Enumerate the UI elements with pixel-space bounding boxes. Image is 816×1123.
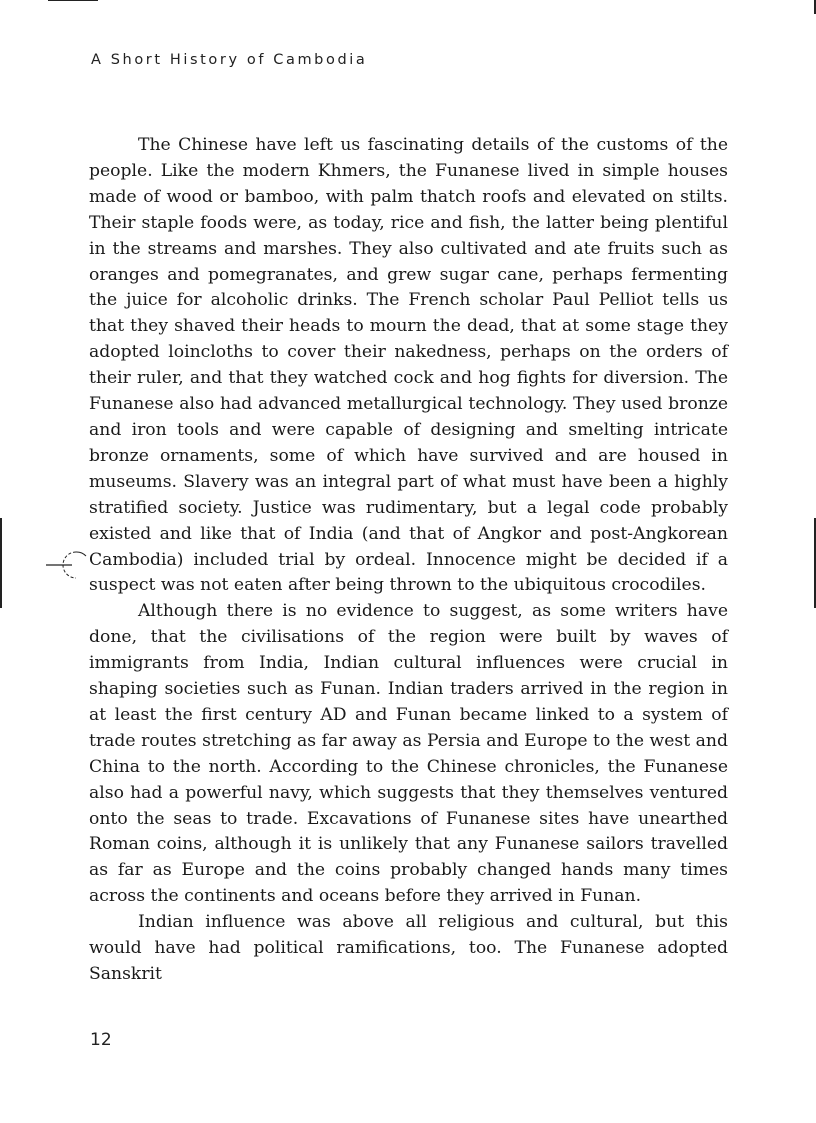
registration-mark-icon [40,548,92,582]
body-text [89,133,728,988]
page-number: 12 [90,1030,112,1050]
crop-mark-left [0,518,2,608]
running-header: A Short History of Cambodia [91,52,368,68]
paragraph: The Chinese have left us fascinating details of the customs of the people. Like the modern Khmers, the Funanese lived in simple houses made of wood or bamboo, with palm thatch roofs and elevated on stilts. Their staple foods were, as today, rice and fish, the latter being plentiful in the streams and marshes. They also cultivated and ate fruits such as oranges and pomegranates, and grew sugar cane, perhaps fermenting the juice for alcoholic drinks. The French scholar Paul Pelliot tells us that they shaved their heads to mourn the dead, that at some stage they adopted loincloths to cover their nakedness, perhaps on the orders of their ruler, and that they watched cock and hog fights for diversion. The Funanese also had advanced metallurgical technology. They used bronze and iron tools and were capable of designing and smelting intricate bronze ornaments, some of which have survived and are housed in museums. Slavery was an integral part of what must have been a highly stratified society. Justice was rudimentary, but a legal code probably existed and like that of India (and that of Angkor and post-Angkorean Cambodia) included trial by ordeal. Innocence might be decided if a suspect was not eaten after being thrown to the ubiquitous crocodiles. [89,135,728,596]
paragraph: Indian influence was above all religious and cultural, but this would have had political ramifications, too. The Funanese adopted Sanskrit [89,912,728,984]
paragraph: Although there is no evidence to suggest, as some writers have done, that the civilisations of the region were built by waves of immigrants from India, Indian cultural influences were crucial in shaping societies such as Funan. Indian traders arrived in the region in at least the first century AD and Funan became linked to a system of trade routes stretching as far away as Persia and Europe to the west and China to the north. According to the Chinese chronicles, the Funanese also had a powerful navy, which suggests that they themselves ventured onto the seas to trade. Excavations of Funanese sites have unearthed Roman coins, although it is unlikely that any Funanese sailors travelled as far as Europe and the coins probably changed hands many times across the continents and oceans before they arrived in Funan. [89,601,728,907]
crop-mark-top [48,0,98,1]
